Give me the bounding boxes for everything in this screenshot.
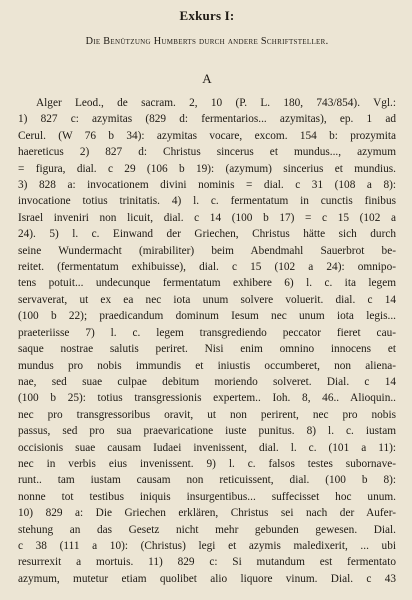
text-line: nae, sed suae culpae debitum moriendo solveret. Dial. c 14 [18, 375, 396, 388]
text-line: 24). 5) l. c. Einwand der Griechen, Christus hätte sich durch [18, 228, 396, 241]
text-line: nec in verbis eius invenissent. 9) l. c. falsos testes subornave- [18, 457, 396, 470]
excursus-subtitle: Die Benützung Humberts durch andere Schriftsteller. [85, 36, 329, 47]
text-line: reitet. (fermentatum exhibuisse), dial. c 15 (102 a 24): omnipo- [18, 261, 396, 274]
text-line: azymum, mutetur etiam quolibet alio liquore vinum. Dial. c 43 [18, 572, 396, 585]
text-line: = figura, dial. c 29 (106 b 19): (azymum) sincerius et mundius. [18, 162, 396, 175]
text-line: nec pro transgressoribus oravit, ut non perirent, nec pro nobis [18, 408, 396, 421]
text-line: (100 b 22); praedicandum dominum Iesum nec unum iota legis... [18, 310, 396, 323]
text-line: 10) 829 a: Die Griechen erklären, Christus sei nach der Aufer- [18, 507, 396, 520]
text-line: Alger Leod., de sacram. 2, 10 (P. L. 180, 743/854). Vgl.: [36, 97, 396, 109]
excursus-title: Exkurs I: [179, 8, 235, 23]
text-line: invocatione totius trinitatis. 4) l. c. fermentatum in cunctis finibus [18, 195, 396, 208]
text-line: tens potuit... undecunque fermentatum exhibere 6) l. c. ita legem [18, 277, 396, 290]
text-line: 3) 828 a: invocationem divini nominis = dial. c 31 (108 a 8): [18, 179, 396, 192]
text-line: mundus pro nobis immundis et iniustis occumberet, non aliena- [18, 359, 396, 372]
text-line: praeteriisse 7) l. c. legem transgrediendo peccator fieret cau- [18, 326, 396, 339]
text-line: saque nostrae salutis periret. Nisi enim omnino innocens et [18, 343, 396, 356]
text-line: resurrexit a mortuis. 11) 829 c: Si mutandum est fermentato [18, 556, 396, 569]
section-heading: A [202, 71, 212, 86]
text-line: passus, sed pro sua praevaricatione iuste punitus. 8) l. c. iustam [18, 425, 396, 438]
text-line: stehung an das Gesetz nicht mehr gebunden gewesen. Dial. [18, 523, 396, 536]
text-line: Israel inveniri non licuit, dial. c 14 (100 b 17) = c 15 (102 a [18, 211, 396, 224]
text-line: occisionis suae causam Iudaei invenissent, dial. l. c. (101 a 11): [18, 441, 396, 454]
text-line: nonne tot testibus iniquis insurgentibus... suffecisset hoc unum. [18, 490, 396, 503]
text-line: seine Wundermacht (mirabiliter) beim Abendmahl Sauerbrot be- [18, 244, 396, 257]
text-line: Cerul. (W 76 b 34): azymitas vocare, excom. 154 b: prozymita [18, 129, 396, 142]
text-line: haereticus 2) 827 d: Christus sincerus et mundus..., azymum [18, 146, 396, 159]
text-line: 1) 827 c: azymitas (829 d: fermentarios... azymitas), ep. 1 ad [18, 113, 396, 126]
text-line: servaverat, ut ex ea nec iota unum solvere voluerit. dial. c 14 [18, 293, 396, 306]
body-text [18, 95, 396, 587]
text-line: (100 b 25): totius transgressionis expertem.. Ioh. 8, 46.. Alioquin.. [18, 392, 396, 405]
text-line: runt.. tam iustam causam non reticuissent, dial. (100 b 8): [18, 474, 396, 487]
text-line: c 38 (111 a 10): (Christus) legi et azymis maledixerit, ... ubi [18, 539, 396, 552]
